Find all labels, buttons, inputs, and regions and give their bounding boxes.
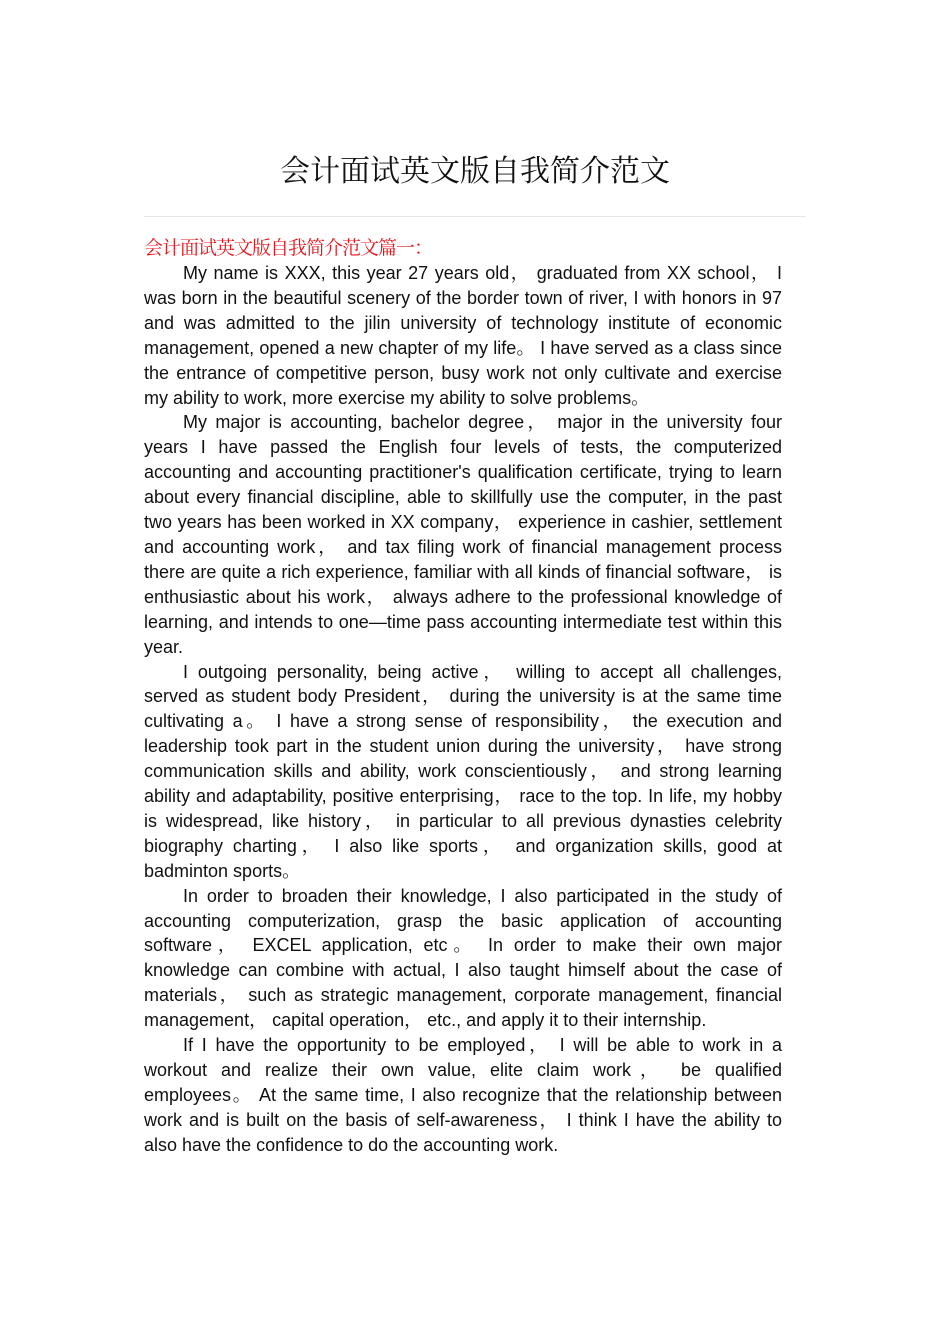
paragraph: My name is XXX, this year 27 years old， graduated from XX school， I was born in the beautiful scenery of the border town of river, I with honors in 97 and was admitted to the jilin university of technology institute of economic management, opened a new chapter of my life。 I have served as a class since the entrance of competitive person, busy work not only cultivate and exercise my ability to work, more exercise my ability to solve problems。	[144, 263, 782, 408]
paragraph: If I have the opportunity to be employed， I will be able to work in a workout and realize their own value, elite claim work， be qualified employees。 At the same time, I also recognize that the relationship between work and is built on the basis of self-awareness， I think I have the ability to also have the confidence to do the accounting work.	[144, 1035, 782, 1155]
paragraph: I outgoing personality, being active， willing to accept all challenges, served as student body President， during the university is at the same time cultivating a。 I have a strong sense of responsibility， the execution and leadership took part in the student union during the university， have strong communication skills and ability, work conscientiously， and strong learning ability and adaptability, positive enterprising， race to the top. In life, my hobby is widespread, like history， in particular to all previous dynasties celebrity biography charting， I also like sports， and organization skills, good at badminton sports。	[144, 661, 782, 881]
document-body	[144, 235, 782, 1158]
paragraph: My major is accounting, bachelor degree， major in the university four years I have passed the English four levels of tests, the computerized accounting and accounting practitioner's qualification certificate, trying to learn about every financial discipline, able to skillfully use the computer, in the past two years has been worked in XX company， experience in cashier, settlement and accounting work， and tax filing work of financial management process there are quite a rich experience, familiar with all kinds of financial software， is enthusiastic about his work， always adhere to the professional knowledge of learning, and intends to one—time pass accounting intermediate test within this year.	[144, 412, 782, 657]
section-heading: 会计面试英文版自我简介范文篇一：	[144, 237, 433, 259]
document-title: 会计面试英文版自我简介范文	[280, 154, 670, 189]
paragraph: In order to broaden their knowledge, I also participated in the study of accounting computerization, grasp the basic application of accounting software， EXCEL application, etc。 In order to make their own major knowledge can combine with actual, I also taught himself about the case of materials， such as strategic management, corporate management, financial management， capital operation， etc., and apply it to their internship.	[144, 885, 782, 1031]
title-divider	[144, 216, 806, 217]
